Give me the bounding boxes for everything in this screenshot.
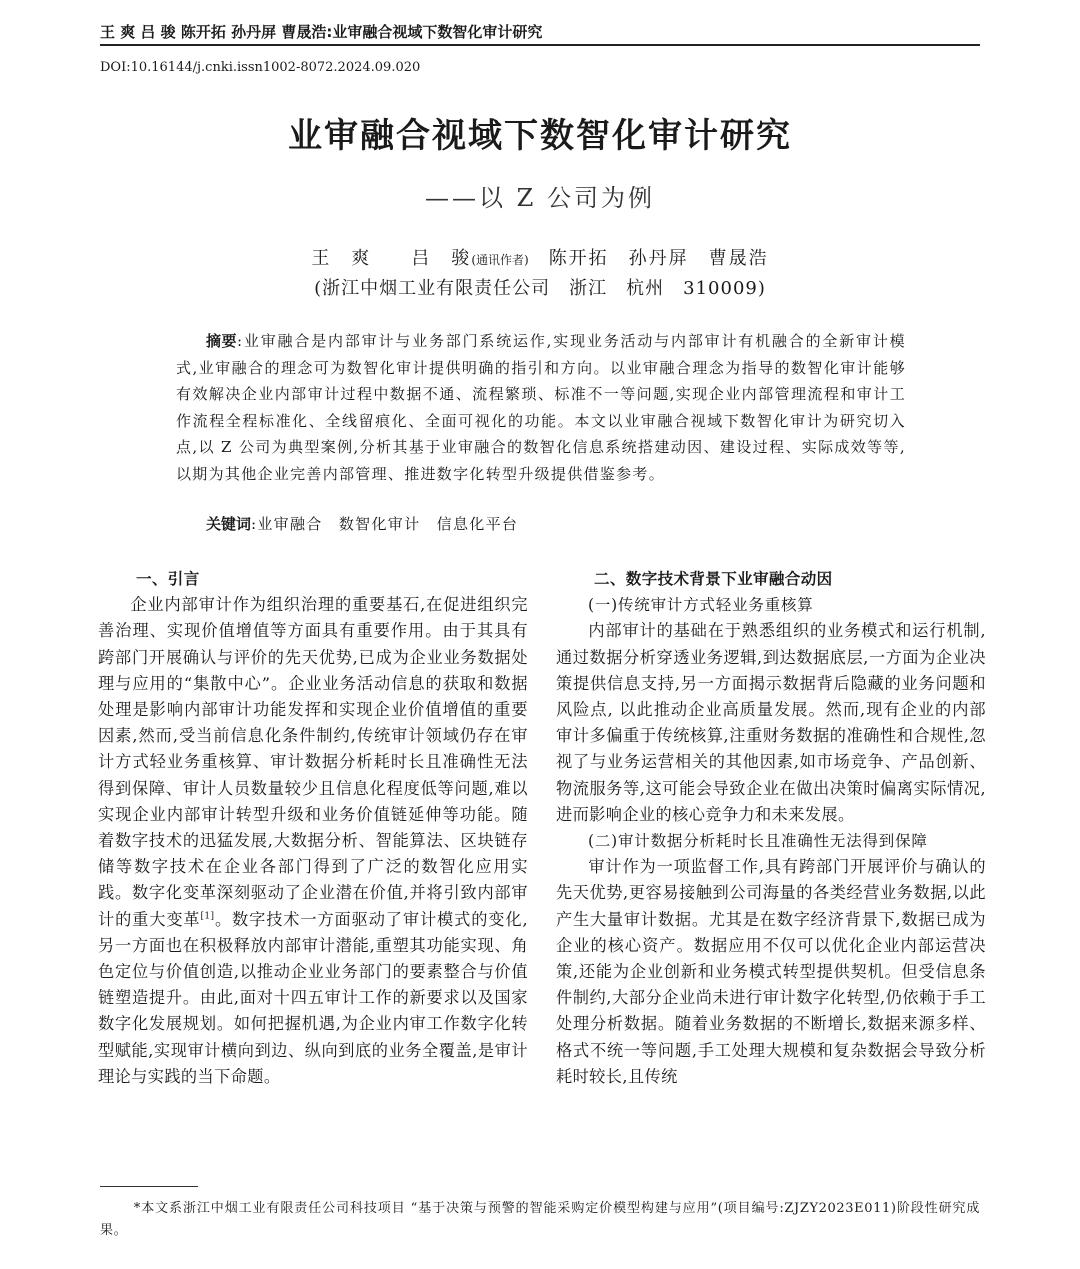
- citation-1[interactable]: [1]: [200, 911, 215, 922]
- doi: DOI:10.16144/j.cnki.issn1002-8072.2024.09.020: [100, 60, 421, 75]
- keywords-label: 关键词: [206, 515, 252, 533]
- paragraph-2: 审计作为一项监督工作,具有跨部门开展评价与确认的先天优势,更容易接触到公司海量的各类经营业务数据,以此产生大量审计数据。尤其是在数字经济背景下,数据已成为企业的核心资产。数据应用不仅可以优化企业内部运营决策,还能为企业创新和业务模式转型提供契机。但受信息条件制约,大部分企业尚未进行审计数字化转型,仍依赖于手工处理分析数据。随着业务数据的不断增长,数据来源多样、格式不统一等问题,手工处理大规模和复杂数据会导致分析耗时较长,且传统: [556, 857, 986, 1086]
- corresponding-author-note: (通讯作者): [471, 253, 529, 267]
- subsection-heading-1: (一)传统审计方式轻业务重核算: [588, 596, 814, 615]
- paper-title: 业审融合视域下数智化审计研究: [288, 116, 792, 156]
- paper-subtitle: ——以 Z 公司为例: [425, 184, 655, 212]
- keywords: [206, 513, 518, 534]
- intro-text-a: 企业内部审计作为组织治理的重要基石,在促进组织完善治理、实现价值增值等方面具有重要作用。由于其具有跨部门开展确认与评价的先天优势,已成为企业业务数据处理与应用的“集散中心”。企业业务活动信息的获取和数据处理是影响内部审计功能发挥和实现企业价值增值的重要因素,然而,受当前信息化条件制约,传统审计领域仍存在审计方式轻业务重核算、审计数据分析耗时长且准确性无法得到保障、审计人员数量较少且信息化程度低等问题,难以实现企业内部审计转型升级和业务价值链延伸等功能。随着数字技术的迅猛发展,大数据分析、智能算法、区块链存储等数字技术在企业各部门得到了广泛的数智化应用实践。数字化变革深刻驱动了企业潜在价值,并将引致内部审计的重大变革: [98, 595, 528, 929]
- author-list: [0, 244, 1080, 270]
- abstract: [176, 328, 906, 487]
- header-rule: [100, 44, 980, 46]
- affiliation: (浙江中烟工业有限责任公司 浙江 杭州 310009): [314, 278, 766, 299]
- intro-text-b: 。数字技术一方面驱动了审计模式的变化,另一方面也在积极释放内部审计潜能,重塑其功能实现、角色定位与价值创造,以推动企业业务部门的要素整合与价值链塑造提升。由此,面对十四五审计工作的新要求以及国家数字化发展规划。如何把握机遇,为企业内审工作数字化转型赋能,实现审计横向到边、纵向到底的业务全覆盖,是审计理论与实践的当下命题。: [98, 909, 528, 1086]
- section-heading-2: 二、数字技术背景下业审融合动因: [594, 570, 833, 588]
- abstract-label: 摘要: [206, 332, 238, 350]
- other-authors: 陈开拓 孙丹屏 曹晟浩: [548, 248, 769, 269]
- right-column: [556, 566, 986, 1090]
- footnote: [100, 1198, 980, 1242]
- author-2: 吕 骏: [411, 248, 472, 269]
- keywords-text: :业审融合 数智化审计 信息化平台: [251, 515, 519, 533]
- abstract-text: :业审融合是内部审计与业务部门系统运作,实现业务活动与内部审计有机融合的全新审计模式,业审融合的理念可为数智化审计提供明确的指引和方向。以业审融合理念为指导的数智化审计能够有效解决企业内部审计过程中数据不通、流程繁琐、标准不一等问题,实现企业内部管理流程和审计工作流程全程标准化、全线留痕化、全面可视化的功能。本文以业审融合视域下数智化审计为研究切入点,以 Z 公司为典型案例,分析其基于业审融合的数智化信息系统搭建动因、建设过程、实际成效等等,以期为其他企业完善内部管理、推进数字化转型升级提供借鉴参考。: [176, 332, 906, 483]
- paragraph-1: 内部审计的基础在于熟悉组织的业务模式和运行机制,通过数据分析穿透业务逻辑,到达数据底层,一方面为企业决策提供信息支持,另一方面揭示数据背后隐藏的业务问题和风险点, 以此推动企业高质量发展。然而,现有企业的内部审计多偏重于传统核算,注重财务数据的准确性和合规性,忽视了与业务运营相关的其他因素,如市场竞争、产品创新、物流服务等,这可能会导致企业在做出决策时偏离实际情况,进而影响企业的核心竞争力和未来发展。: [556, 621, 986, 824]
- intro-paragraph: [98, 592, 528, 1090]
- running-header: 王 爽 吕 骏 陈开拓 孙丹屏 曹晟浩:业审融合视域下数智化审计研究: [100, 23, 543, 41]
- subsection-heading-2: (二)审计数据分析耗时长且准确性无法得到保障: [588, 832, 928, 851]
- left-column: [98, 566, 528, 1090]
- author-1: 王 爽: [311, 248, 372, 269]
- section-heading-1: 一、引言: [136, 570, 200, 588]
- footnote-text: *本文系浙江中烟工业有限责任公司科技项目 “基于决策与预警的智能采购定价模型构建与应用”(项目编号:ZJZY2023E011)阶段性研究成果。: [100, 1201, 980, 1238]
- footnote-rule: [100, 1186, 198, 1187]
